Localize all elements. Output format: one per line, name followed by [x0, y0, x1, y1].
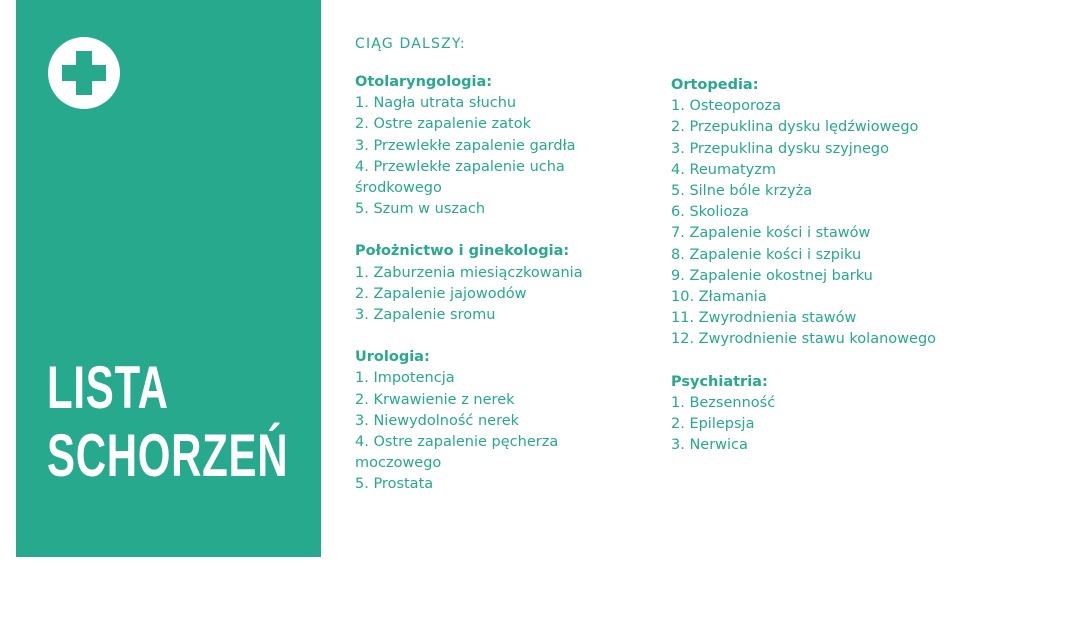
list-item: 10. Złamania	[671, 289, 767, 306]
medical-cross-icon	[48, 37, 120, 109]
section-psychiatry	[671, 372, 1001, 457]
list-item: 3. Przepuklina dysku szyjnego	[671, 140, 890, 157]
section-otolaryngology	[355, 72, 615, 220]
title-line-2: SCHORZEŃ	[47, 422, 289, 489]
continuation-label: CIĄG DALSZY:	[355, 36, 466, 52]
page-title	[47, 354, 288, 490]
list-item: 5. Prostata	[355, 476, 434, 493]
list-item: 3. Nerwica	[671, 437, 748, 454]
list-item: 2. Zapalenie jajowodów	[355, 285, 527, 302]
list-item: 1. Impotencja	[355, 370, 455, 387]
list-item: 4. Ostre zapalenie pęcherza moczowego	[355, 434, 559, 472]
list-item: 1. Bezsenność	[671, 394, 776, 411]
section-orthopedics	[671, 75, 1001, 351]
list-item: 2. Epilepsja	[671, 416, 755, 433]
list-item: 8. Zapalenie kości i szpiku	[671, 246, 862, 263]
column-left	[355, 72, 615, 517]
list-item: 2. Przepuklina dysku lędźwiowego	[671, 119, 919, 136]
section-urology	[355, 347, 615, 495]
section-obstetrics-gynecology	[355, 241, 615, 326]
section-title: Otolaryngologia:	[355, 74, 493, 90]
section-title: Położnictwo i ginekologia:	[355, 243, 570, 260]
list-item: 2. Krwawienie z nerek	[355, 391, 515, 408]
column-right	[671, 75, 1001, 477]
list-item: 4. Reumatyzm	[671, 161, 776, 178]
list-item: 12. Zwyrodnienie stawu kolanowego	[671, 331, 937, 348]
list-item: 3. Zapalenie sromu	[355, 307, 496, 324]
section-title: Ortopedia:	[671, 77, 759, 93]
section-title: Psychiatria:	[671, 373, 768, 390]
list-item: 1. Zaburzenia miesiączkowania	[355, 264, 583, 281]
list-item: 6. Skolioza	[671, 204, 749, 221]
list-item: 2. Ostre zapalenie zatok	[355, 116, 532, 133]
list-item: 4. Przewlekłe zapalenie ucha środkowego	[355, 158, 565, 197]
title-line-1: LISTA	[47, 354, 169, 421]
list-item: 1. Nagła utrata słuchu	[355, 95, 517, 112]
section-title: Urologia:	[355, 349, 430, 366]
list-item: 5. Silne bóle krzyża	[671, 183, 813, 200]
list-item: 5. Szum w uszach	[355, 201, 486, 218]
list-item: 11. Zwyrodnienia stawów	[671, 310, 857, 327]
list-item: 3. Niewydolność nerek	[355, 412, 520, 429]
list-item: 1. Osteoporoza	[671, 98, 781, 115]
side-panel	[16, 0, 321, 557]
list-item: 7. Zapalenie kości i stawów	[671, 225, 871, 242]
list-item: 9. Zapalenie okostnej barku	[671, 267, 873, 284]
list-item: 3. Przewlekłe zapalenie gardła	[355, 137, 576, 154]
